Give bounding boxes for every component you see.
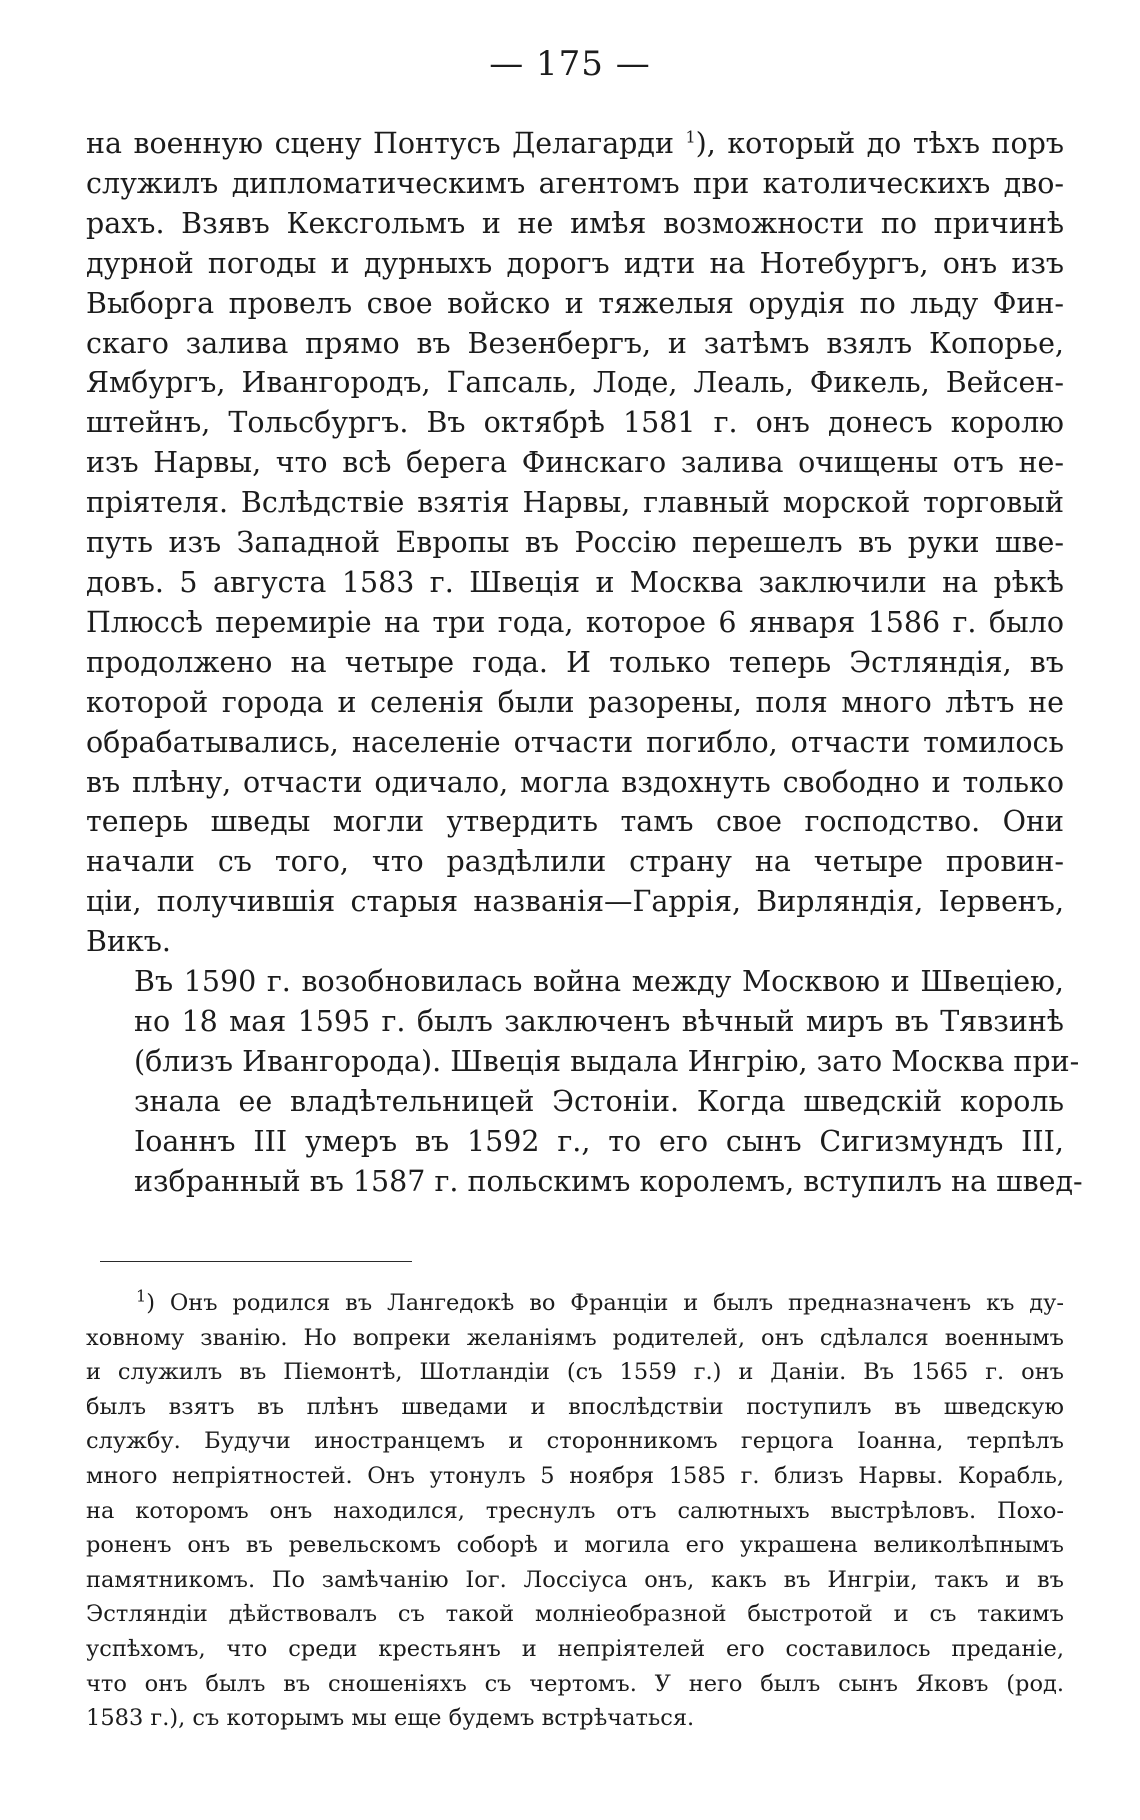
footnote-line: что онъ былъ въ сношеніяхъ съ чертомъ. У него былъ сынъ Яковъ (род. bbox=[86, 1670, 1064, 1697]
text-line: теперь шведы могли утвердить тамъ свое господство. Они bbox=[86, 805, 1064, 839]
text-line: ціи, получившія старыя названія—Гаррія, Вирляндія, Іервенъ, bbox=[86, 885, 1064, 919]
text-line: въ плѣну, отчасти одичало, могла вздохнуть свободно и только bbox=[86, 765, 1064, 799]
footnote-line: 1583 г.), съ которымъ мы еще будемъ встрѣчаться. bbox=[86, 1705, 695, 1732]
footnote-reference: 1 bbox=[685, 127, 696, 147]
page-number: — 175 — bbox=[489, 44, 651, 84]
text-line: Іоаннъ III умеръ въ 1592 г., то его сынъ Сигизмундъ III, bbox=[134, 1124, 1064, 1158]
text-line: дурной погоды и дурныхъ дорогъ идти на Нотебургъ, онъ изъ bbox=[86, 246, 1064, 280]
footnote-line: на которомъ онъ находился, треснулъ отъ салютныхъ выстрѣловъ. Похо- bbox=[86, 1497, 1064, 1524]
text-line: путь изъ Западной Европы въ Россію перешелъ въ руки шве- bbox=[86, 526, 1064, 560]
text-line: Викъ. bbox=[86, 925, 171, 959]
footnote-line: службу. Будучи иностранцемъ и сторонникомъ герцога Іоанна, терпѣлъ bbox=[86, 1428, 1064, 1455]
footnote bbox=[86, 1286, 1064, 1736]
text-line: которой города и селенія были разорены, поля много лѣтъ не bbox=[86, 685, 1064, 719]
text-line: Въ 1590 г. возобновилась война между Москвою и Швеціею, bbox=[134, 965, 1064, 999]
text-line: служилъ дипломатическимъ агентомъ при католическихъ дво- bbox=[86, 166, 1064, 200]
footnote-line: $^1$) Онъ родился въ Лангедокѣ во Франціи и былъ предназначенъ къ ду- bbox=[136, 1286, 1064, 1316]
footnote-line: ховному званію. Но вопреки желаніямъ родителей, онъ сдѣлался военнымъ bbox=[86, 1324, 1064, 1351]
footnote-line: былъ взятъ въ плѣнъ шведами и впослѣдствіи поступилъ въ шведскую bbox=[86, 1393, 1064, 1420]
footnote-line: памятникомъ. По замѣчанію Іог. Лоссіуса онъ, какъ въ Ингріи, такъ и въ bbox=[86, 1566, 1064, 1593]
footnote-line: успѣхомъ, что среди крестьянъ и непріятелей его составилось преданіе, bbox=[86, 1635, 1064, 1662]
text-line: начали съ того, что раздѣлили страну на четыре провин- bbox=[86, 845, 1064, 879]
text-line: (близъ Ивангорода). Швеція выдала Ингрію, зато Москва при- bbox=[134, 1044, 1080, 1078]
text-line: скаго залива прямо въ Везенбергъ, и затѣмъ взялъ Копорье, bbox=[86, 326, 1064, 360]
footnote-line: и служилъ въ Піемонтѣ, Шотландіи (съ 1559 г.) и Даніи. Въ 1565 г. онъ bbox=[86, 1359, 1064, 1386]
footnote-line: роненъ онъ въ ревельскомъ соборѣ и могила его украшена великолѣпнымъ bbox=[86, 1532, 1064, 1559]
text-line: избранный въ 1587 г. польскимъ королемъ, вступилъ на швед- bbox=[134, 1164, 1083, 1198]
text-line: пріятеля. Вслѣдствіе взятія Нарвы, главный морской торговый bbox=[86, 486, 1064, 520]
text-line: продолжено на четыре года. И только теперь Эстляндія, въ bbox=[86, 645, 1064, 679]
footnote-marker: 1 bbox=[136, 1286, 147, 1306]
text-line: знала ее владѣтельницей Эстоніи. Когда шведскій король bbox=[134, 1084, 1064, 1118]
text-line: изъ Нарвы, что всѣ берега Финскаго залива очищены отъ не- bbox=[86, 446, 1064, 480]
paragraph bbox=[86, 962, 1083, 1201]
text-line: довъ. 5 августа 1583 г. Швеція и Москва заключили на рѣкѣ bbox=[86, 565, 1064, 599]
text-line: Ямбургъ, Ивангородъ, Гапсаль, Лоде, Леаль, Фикель, Вейсен- bbox=[86, 366, 1064, 400]
text-line: обрабатывались, населеніе отчасти погибло, отчасти томилось bbox=[86, 725, 1064, 759]
text-line: на военную сцену Понтусъ Делагарди $^1$), который до тѣхъ поръ bbox=[86, 127, 1064, 160]
footnote-line: Эстляндіи дѣйствовалъ съ такой молніеобразной быстротой и съ такимъ bbox=[86, 1601, 1064, 1628]
footnote-line: много непріятностей. Онъ утонулъ 5 ноября 1585 г. близъ Нарвы. Корабль, bbox=[86, 1462, 1064, 1489]
text-line: штейнъ, Тольсбургъ. Въ октябрѣ 1581 г. онъ донесъ королю bbox=[86, 406, 1064, 440]
paragraph bbox=[86, 124, 1064, 962]
text-line: Плюссѣ перемиріе на три года, которое 6 января 1586 г. было bbox=[86, 605, 1064, 639]
text-line: рахъ. Взявъ Кексгольмъ и не имѣя возможности по причинѣ bbox=[86, 206, 1064, 240]
text-line: но 18 мая 1595 г. былъ заключенъ вѣчный миръ въ Тявзинѣ bbox=[134, 1004, 1064, 1038]
text-line: Выборга провелъ свое войско и тяжелыя орудія по льду Фин- bbox=[86, 286, 1064, 320]
footnote-divider bbox=[100, 1261, 412, 1262]
main-text bbox=[86, 124, 1083, 1201]
